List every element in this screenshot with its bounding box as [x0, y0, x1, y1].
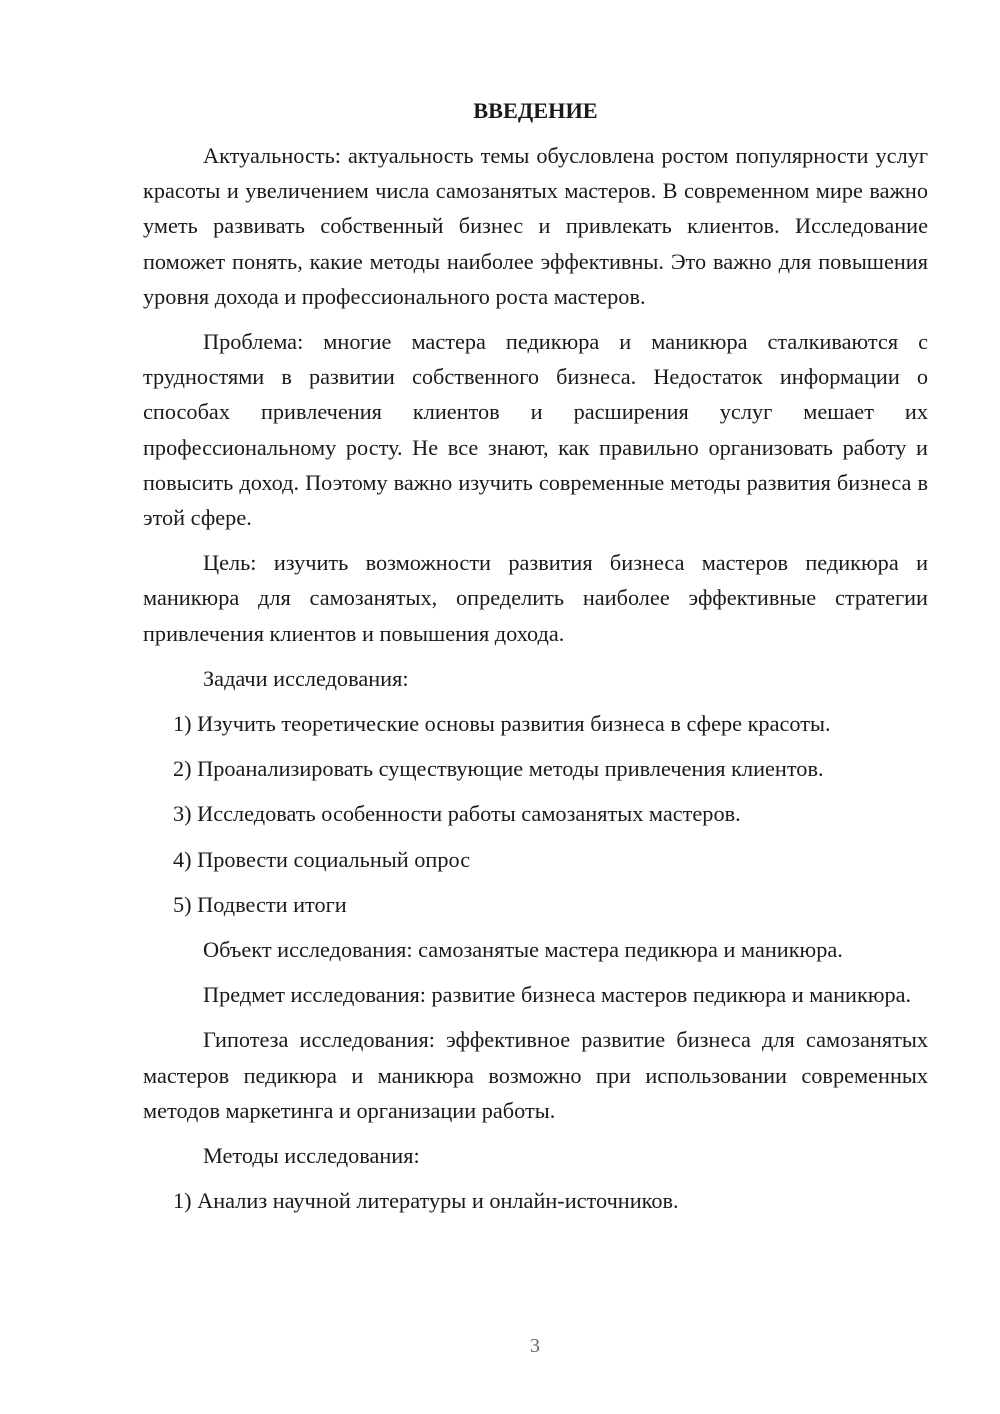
task-item: 1) Изучить теоретические основы развития бизнеса в сфере красоты.	[173, 711, 831, 737]
goal-paragraph: Цель: изучить возможности развития бизнеса мастеров педикюра и маникюра для самозанятых, определить наиболее эффективные стратегии привлечения клиентов и повышения дохода.	[143, 550, 928, 646]
tasks-heading: Задачи исследования:	[203, 665, 409, 691]
task-item: 5) Подвести итоги	[173, 891, 347, 917]
page-number: 3	[530, 1335, 540, 1357]
hypothesis-paragraph: Гипотеза исследования: эффективное развитие бизнеса для самозанятых мастеров педикюра и маникюра возможно при использовании современных методов маркетинга и организации работы.	[143, 1027, 928, 1123]
problem-paragraph: Проблема: многие мастера педикюра и маникюра сталкиваются с трудностями в развитии собственного бизнеса. Недостаток информации о способах привлечения клиентов и расширения услуг мешает их профессиональному росту. Не все знают, как правильно организовать работу и повысить доход. Поэтому важно изучить современные методы развития бизнеса в этой сфере.	[143, 329, 928, 531]
methods-heading: Методы исследования:	[203, 1143, 420, 1169]
task-item: 3) Исследовать особенности работы самозанятых мастеров.	[173, 801, 741, 827]
subject-paragraph: Предмет исследования: развитие бизнеса мастеров педикюра и маникюра.	[203, 982, 912, 1008]
object-paragraph: Объект исследования: самозанятые мастера педикюра и маникюра.	[203, 937, 843, 963]
task-item: 4) Провести социальный опрос	[173, 846, 471, 872]
section-title: ВВЕДЕНИЕ	[473, 98, 598, 123]
document-page	[143, 96, 928, 1228]
method-item: 1) Анализ научной литературы и онлайн-источников.	[173, 1188, 679, 1214]
task-item: 2) Проанализировать существующие методы привлечения клиентов.	[173, 756, 824, 782]
relevance-paragraph: Актуальность: актуальность темы обусловлена ростом популярности услуг красоты и увеличением числа самозанятых мастеров. В современном мире важно уметь развивать собственный бизнес и привлекать клиентов. Исследование поможет понять, какие методы наиболее эффективны. Это важно для повышения уровня дохода и профессионального роста мастеров.	[143, 143, 928, 309]
